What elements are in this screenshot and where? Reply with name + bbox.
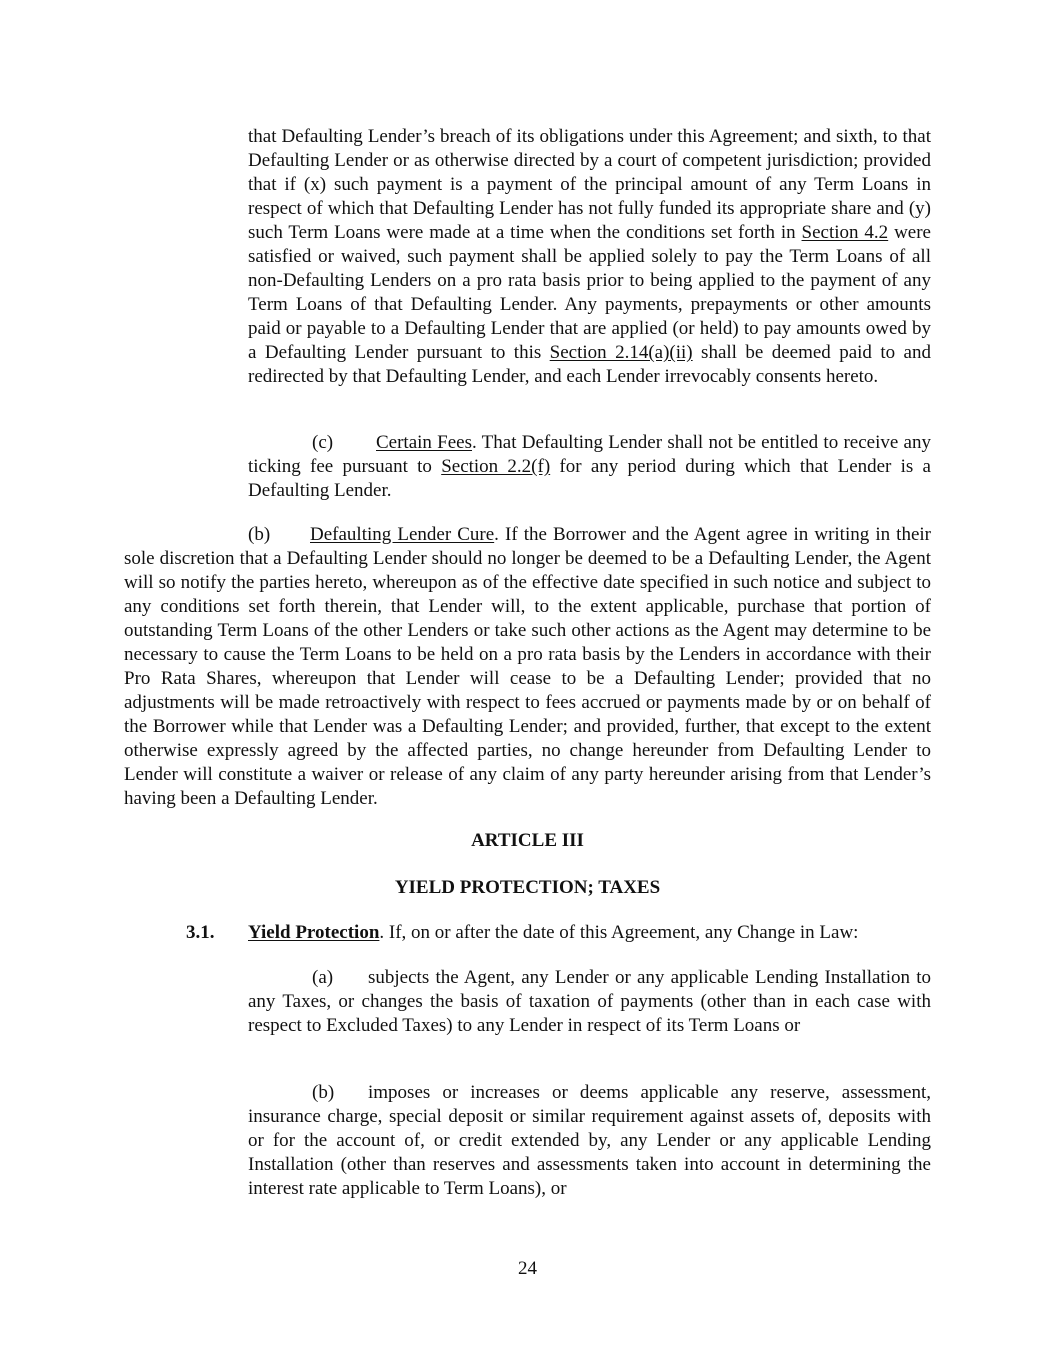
- paragraph-text: that Defaulting Lender’s breach of its obligations under this Agreement; and sixth, to that Defaulting Lender or as otherwise directed by a court of competent jurisdiction; provided that if (x) such payment is a payment of the principal amount of any Term Loans in respect of which that Defaulting Lender has not fully funded its appropriate share and (y) such Term Loans were made at a time when the conditions set forth in: [248, 126, 931, 243]
- clause-title: Defaulting Lender Cure: [310, 524, 495, 545]
- page-number: 24: [518, 1258, 537, 1279]
- clause-b-reserves: [248, 1081, 931, 1201]
- clause-label: (c): [312, 432, 334, 453]
- clause-text: . If the Borrower and the Agent agree in writing in their sole discretion that a Defaulting Lender should no longer be deemed to be a Defaulting Lender, the Agent will so notify the parties hereto, whereupon as of the effective date specified in such notice and subject to any conditions set forth therein, that Lender will, to the extent applicable, purchase that portion of outstanding Term Loans of the other Lenders or take such other actions as the Agent may determine to be necessary to cause the Term Loans to be held on a pro rata basis by the Lenders in accordance with their Pro Rata Shares, whereupon that Lender will cease to be a Defaulting Lender; provided that no adjustments will be made retroactively with respect to fees accrued or payments made by or on behalf of the Borrower while that Lender was a Defaulting Lender; and provided, further, that except to the extent otherwise expressly agreed by the affected parties, no change hereunder from Defaulting Lender to Lender will constitute a waiver or release of any claim of any party hereunder arising from that Lender’s having been a Defaulting Lender.: [124, 524, 932, 809]
- clause-label: (a): [312, 967, 334, 988]
- paragraph-text: were satisfied or waived, such payment shall be applied solely to pay the Term Loans of all non-Defaulting Lenders on a pro rata basis prior to being applied to the payment of any Term Loans of that Defaulting Lender. Any payments, prepayments or other amounts paid or payable to a Defaulting Lender that are applied (or held) to pay amounts owed by a Defaulting Lender pursuant to this: [248, 222, 931, 363]
- clause-text: for any period during which that Lender is a Defaulting Lender.: [248, 456, 931, 501]
- section-number: 3.1.: [186, 922, 215, 943]
- section-reference: Section 4.2: [801, 222, 889, 243]
- section-text: . If, on or after the date of this Agreement, any Change in Law:: [379, 922, 859, 943]
- clause-title: Certain Fees: [376, 432, 473, 453]
- section-title: Yield Protection: [248, 922, 380, 943]
- article-heading: ARTICLE III: [471, 830, 584, 851]
- continuation-paragraph: [248, 125, 931, 389]
- section-reference: Section 2.14(a)(ii): [549, 342, 693, 363]
- clause-b-defaulting-lender-cure: [124, 523, 931, 811]
- clause-text: . That Defaulting Lender shall not be entitled to receive any ticking fee pursuant to: [248, 432, 931, 477]
- paragraph-text: shall be deemed paid to and redirected by that Defaulting Lender, and each Lender irrevocably consents hereto.: [248, 342, 931, 387]
- clause-label: (b): [312, 1082, 335, 1103]
- section-reference: Section 2.2(f): [441, 456, 551, 477]
- article-title: YIELD PROTECTION; TAXES: [394, 877, 661, 898]
- clause-c-certain-fees: [248, 431, 931, 503]
- clause-a-taxes: [248, 966, 931, 1038]
- clause-text: subjects the Agent, any Lender or any applicable Lending Installation to any Taxes, or changes the basis of taxation of payments (other than in each case with respect to Excluded Taxes) to any Lender in respect of its Term Loans or: [248, 967, 931, 1036]
- clause-text: imposes or increases or deems applicable any reserve, assessment, insurance charge, special deposit or similar requirement against assets of, deposits with or for the account of, or credit extended by, any Lender or any applicable Lending Installation (other than reserves and assessments taken into account in determining the interest rate applicable to Term Loans), or: [248, 1082, 931, 1199]
- clause-label: (b): [248, 524, 271, 545]
- section-body: [248, 921, 858, 945]
